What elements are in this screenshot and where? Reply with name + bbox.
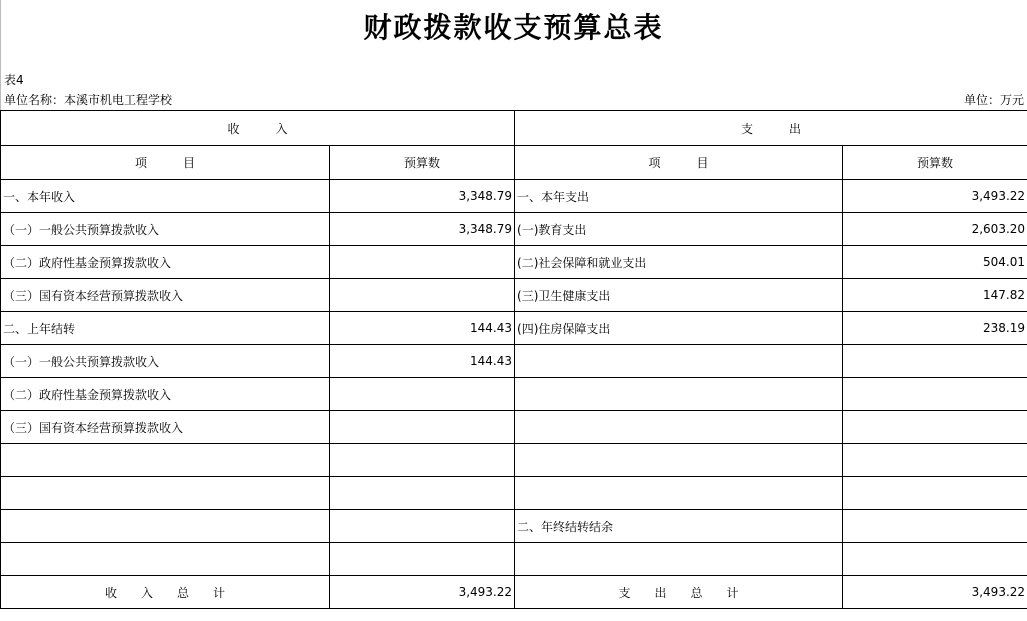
income-item-cell: （三）国有资本经营预算拨款收入 — [1, 279, 330, 312]
income-item-cell — [1, 477, 330, 510]
expense-value-cell: 3,493.22 — [843, 180, 1027, 213]
table-row — [1, 180, 1027, 213]
income-value-cell: 3,348.79 — [330, 213, 515, 246]
expense-value-cell: 504.01 — [843, 246, 1027, 279]
expense-item-cell — [515, 378, 843, 411]
income-value-cell: 144.43 — [330, 312, 515, 345]
table-row — [1, 444, 1027, 477]
expense-header: 支 出 — [515, 111, 1027, 146]
expense-value-cell — [843, 543, 1027, 576]
income-value-cell: 3,348.79 — [330, 180, 515, 213]
expense-value-cell — [843, 477, 1027, 510]
header-row-columns — [1, 146, 1027, 180]
expense-item-cell — [515, 543, 843, 576]
income-value-cell: 144.43 — [330, 345, 515, 378]
income-item-cell — [1, 510, 330, 543]
income-value-cell — [330, 378, 515, 411]
income-header: 收 入 — [1, 111, 515, 146]
table-number: 表4 — [4, 73, 24, 87]
header-row-sections — [1, 111, 1027, 146]
expense-item-cell: (三)卫生健康支出 — [515, 279, 843, 312]
income-item-cell: （一）一般公共预算拨款收入 — [1, 345, 330, 378]
table-row — [1, 345, 1027, 378]
income-value-cell — [330, 477, 515, 510]
expense-value-cell: 238.19 — [843, 312, 1027, 345]
income-item-header: 项 目 — [1, 146, 330, 180]
table-row — [1, 510, 1027, 543]
income-item-cell: （二）政府性基金预算拨款收入 — [1, 246, 330, 279]
expense-item-cell — [515, 444, 843, 477]
budget-table — [0, 110, 1027, 609]
unit-name: 单位名称：本溪市机电工程学校 — [4, 93, 173, 107]
expense-item-header: 项 目 — [515, 146, 843, 180]
income-value-cell — [330, 279, 515, 312]
income-value-cell — [330, 246, 515, 279]
income-value-cell — [330, 510, 515, 543]
income-item-cell — [1, 444, 330, 477]
table-row — [1, 279, 1027, 312]
table-row — [1, 213, 1027, 246]
income-value-cell — [330, 444, 515, 477]
income-value-cell — [330, 543, 515, 576]
expense-value-cell — [843, 510, 1027, 543]
totals-row — [1, 576, 1027, 609]
income-budget-header: 预算数 — [330, 146, 515, 180]
expense-item-cell — [515, 411, 843, 444]
expense-item-cell — [515, 345, 843, 378]
income-item-cell: 一、本年收入 — [1, 180, 330, 213]
table-row — [1, 378, 1027, 411]
expense-item-cell: (二)社会保障和就业支出 — [515, 246, 843, 279]
expense-value-cell: 2,603.20 — [843, 213, 1027, 246]
expense-budget-header: 预算数 — [843, 146, 1027, 180]
expense-item-cell — [515, 477, 843, 510]
table-row — [1, 246, 1027, 279]
income-value-cell — [330, 411, 515, 444]
expense-total-value: 3,493.22 — [843, 576, 1027, 609]
income-item-cell — [1, 543, 330, 576]
table-row — [1, 312, 1027, 345]
income-total-value: 3,493.22 — [330, 576, 515, 609]
expense-total-label: 支 出 总 计 — [515, 576, 843, 609]
income-item-cell: （二）政府性基金预算拨款收入 — [1, 378, 330, 411]
table-row — [1, 543, 1027, 576]
table-row — [1, 411, 1027, 444]
income-item-cell: （三）国有资本经营预算拨款收入 — [1, 411, 330, 444]
income-item-cell: （一）一般公共预算拨款收入 — [1, 213, 330, 246]
page-title: 财政拨款收支预算总表 — [363, 11, 664, 44]
expense-value-cell — [843, 411, 1027, 444]
expense-item-cell: (一)教育支出 — [515, 213, 843, 246]
expense-item-cell: 一、本年支出 — [515, 180, 843, 213]
expense-value-cell: 147.82 — [843, 279, 1027, 312]
expense-value-cell — [843, 378, 1027, 411]
expense-value-cell — [843, 345, 1027, 378]
income-item-cell: 二、上年结转 — [1, 312, 330, 345]
income-total-label: 收 入 总 计 — [1, 576, 330, 609]
currency-unit: 单位：万元 — [963, 93, 1024, 107]
expense-item-cell: 二、年终结转结余 — [515, 510, 843, 543]
expense-item-cell: (四)住房保障支出 — [515, 312, 843, 345]
expense-value-cell — [843, 444, 1027, 477]
table-row — [1, 477, 1027, 510]
